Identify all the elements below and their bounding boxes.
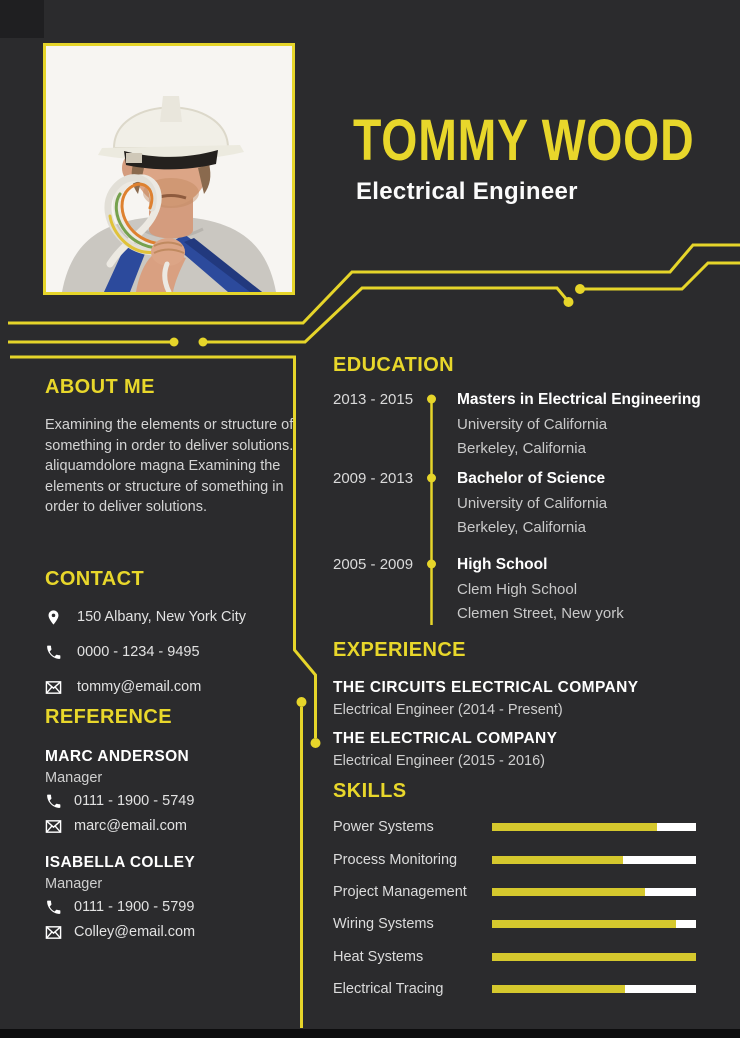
education-period: 2013 - 2015 <box>333 391 414 408</box>
experience-company: THE CIRCUITS ELECTRICAL COMPANY <box>333 679 639 696</box>
reference-person <box>45 748 309 836</box>
skill-bar <box>492 856 696 864</box>
location-pin-icon <box>45 609 62 626</box>
experience-job <box>333 730 713 770</box>
education-school: University of California <box>457 494 608 512</box>
skill-row <box>333 941 696 973</box>
reference-role: Manager <box>45 770 103 786</box>
skill-row <box>333 876 696 908</box>
phone-icon <box>45 644 62 661</box>
education-item <box>333 553 624 627</box>
skill-label: Electrical Tracing <box>333 981 444 998</box>
reference-email-row <box>45 816 309 836</box>
skill-bar-fill <box>492 888 645 896</box>
skill-bar-fill <box>492 823 657 831</box>
skill-label: Wiring Systems <box>333 916 434 933</box>
skills-heading: SKILLS <box>333 780 407 802</box>
reference-phone-row <box>45 791 309 811</box>
skill-label: Process Monitoring <box>333 851 458 868</box>
education-school: Clem High School <box>457 580 578 598</box>
section-about <box>45 376 309 518</box>
education-school: University of California <box>457 415 608 433</box>
experience-job <box>333 679 713 719</box>
education-period: 2005 - 2009 <box>333 556 414 573</box>
phone-icon <box>45 899 62 916</box>
section-reference <box>45 706 309 942</box>
skill-bar <box>492 888 696 896</box>
experience-heading: EXPERIENCE <box>333 639 466 661</box>
contact-email: tommy@email.com <box>77 679 202 695</box>
education-location: Berkeley, California <box>457 440 586 457</box>
reference-name: ISABELLA COLLEY <box>45 854 196 871</box>
education-location: Berkeley, California <box>457 519 586 536</box>
reference-phone-row <box>45 897 309 917</box>
skills-list <box>333 811 696 1005</box>
reference-phone: 0111 - 1900 - 5749 <box>74 793 195 809</box>
skill-bar <box>492 985 696 993</box>
education-period: 2009 - 2013 <box>333 470 414 487</box>
skill-bar-fill <box>492 985 625 993</box>
reference-phone: 0111 - 1900 - 5799 <box>74 899 195 915</box>
reference-name: MARC ANDERSON <box>45 748 190 765</box>
contact-phone-row <box>45 642 309 662</box>
phone-icon <box>45 793 62 810</box>
experience-company: THE ELECTRICAL COMPANY <box>333 730 558 747</box>
contact-heading: CONTACT <box>45 568 145 590</box>
corner-accent-square <box>0 0 44 38</box>
skill-row <box>333 843 696 875</box>
education-item <box>333 388 701 462</box>
education-degree: Bachelor of Science <box>457 470 606 487</box>
skill-bar <box>492 823 696 831</box>
skill-bar <box>492 953 696 961</box>
skill-bar-fill <box>492 953 696 961</box>
section-skills <box>333 780 696 1005</box>
bottom-edge-bar <box>0 1029 740 1038</box>
person-title: Electrical Engineer <box>356 178 578 205</box>
profile-photo <box>43 43 295 295</box>
skill-row <box>333 811 696 843</box>
about-text: Examining the elements or structure of something in order to deliver solutions. aliquamdolore magna Examining the elements or structure of something in order to deliver solutions. <box>45 417 294 515</box>
education-heading: EDUCATION <box>333 354 455 376</box>
education-item <box>333 467 607 541</box>
reference-role: Manager <box>45 876 103 892</box>
section-contact <box>45 568 309 697</box>
reference-email: Colley@email.com <box>74 924 196 940</box>
experience-role: Electrical Engineer (2015 - 2016) <box>333 753 545 769</box>
envelope-icon <box>45 924 62 941</box>
skill-label: Power Systems <box>333 819 434 836</box>
reference-email: marc@email.com <box>74 818 188 834</box>
experience-role: Electrical Engineer (2014 - Present) <box>333 702 563 718</box>
skill-row <box>333 908 696 940</box>
skill-bar-fill <box>492 920 676 928</box>
education-degree: High School <box>457 556 548 573</box>
reference-heading: REFERENCE <box>45 706 172 728</box>
profile-photo-illustration <box>46 46 292 292</box>
contact-phone: 0000 - 1234 - 9495 <box>77 644 200 660</box>
envelope-icon <box>45 818 62 835</box>
reference-person <box>45 854 309 942</box>
skill-bar <box>492 920 696 928</box>
education-location: Clemen Street, New york <box>457 605 624 622</box>
reference-email-row <box>45 922 309 942</box>
skill-row <box>333 973 696 1005</box>
person-name: TOMMY WOOD <box>353 108 695 173</box>
skill-label: Heat Systems <box>333 948 424 965</box>
skill-label: Project Management <box>333 883 467 900</box>
about-heading: ABOUT ME <box>45 376 155 398</box>
envelope-icon <box>45 679 62 696</box>
skill-bar-fill <box>492 856 623 864</box>
contact-email-row <box>45 677 309 697</box>
contact-address-row <box>45 607 309 627</box>
section-experience <box>333 639 713 770</box>
contact-address: 150 Albany, New York City <box>77 609 246 625</box>
education-degree: Masters in Electrical Engineering <box>457 391 701 408</box>
